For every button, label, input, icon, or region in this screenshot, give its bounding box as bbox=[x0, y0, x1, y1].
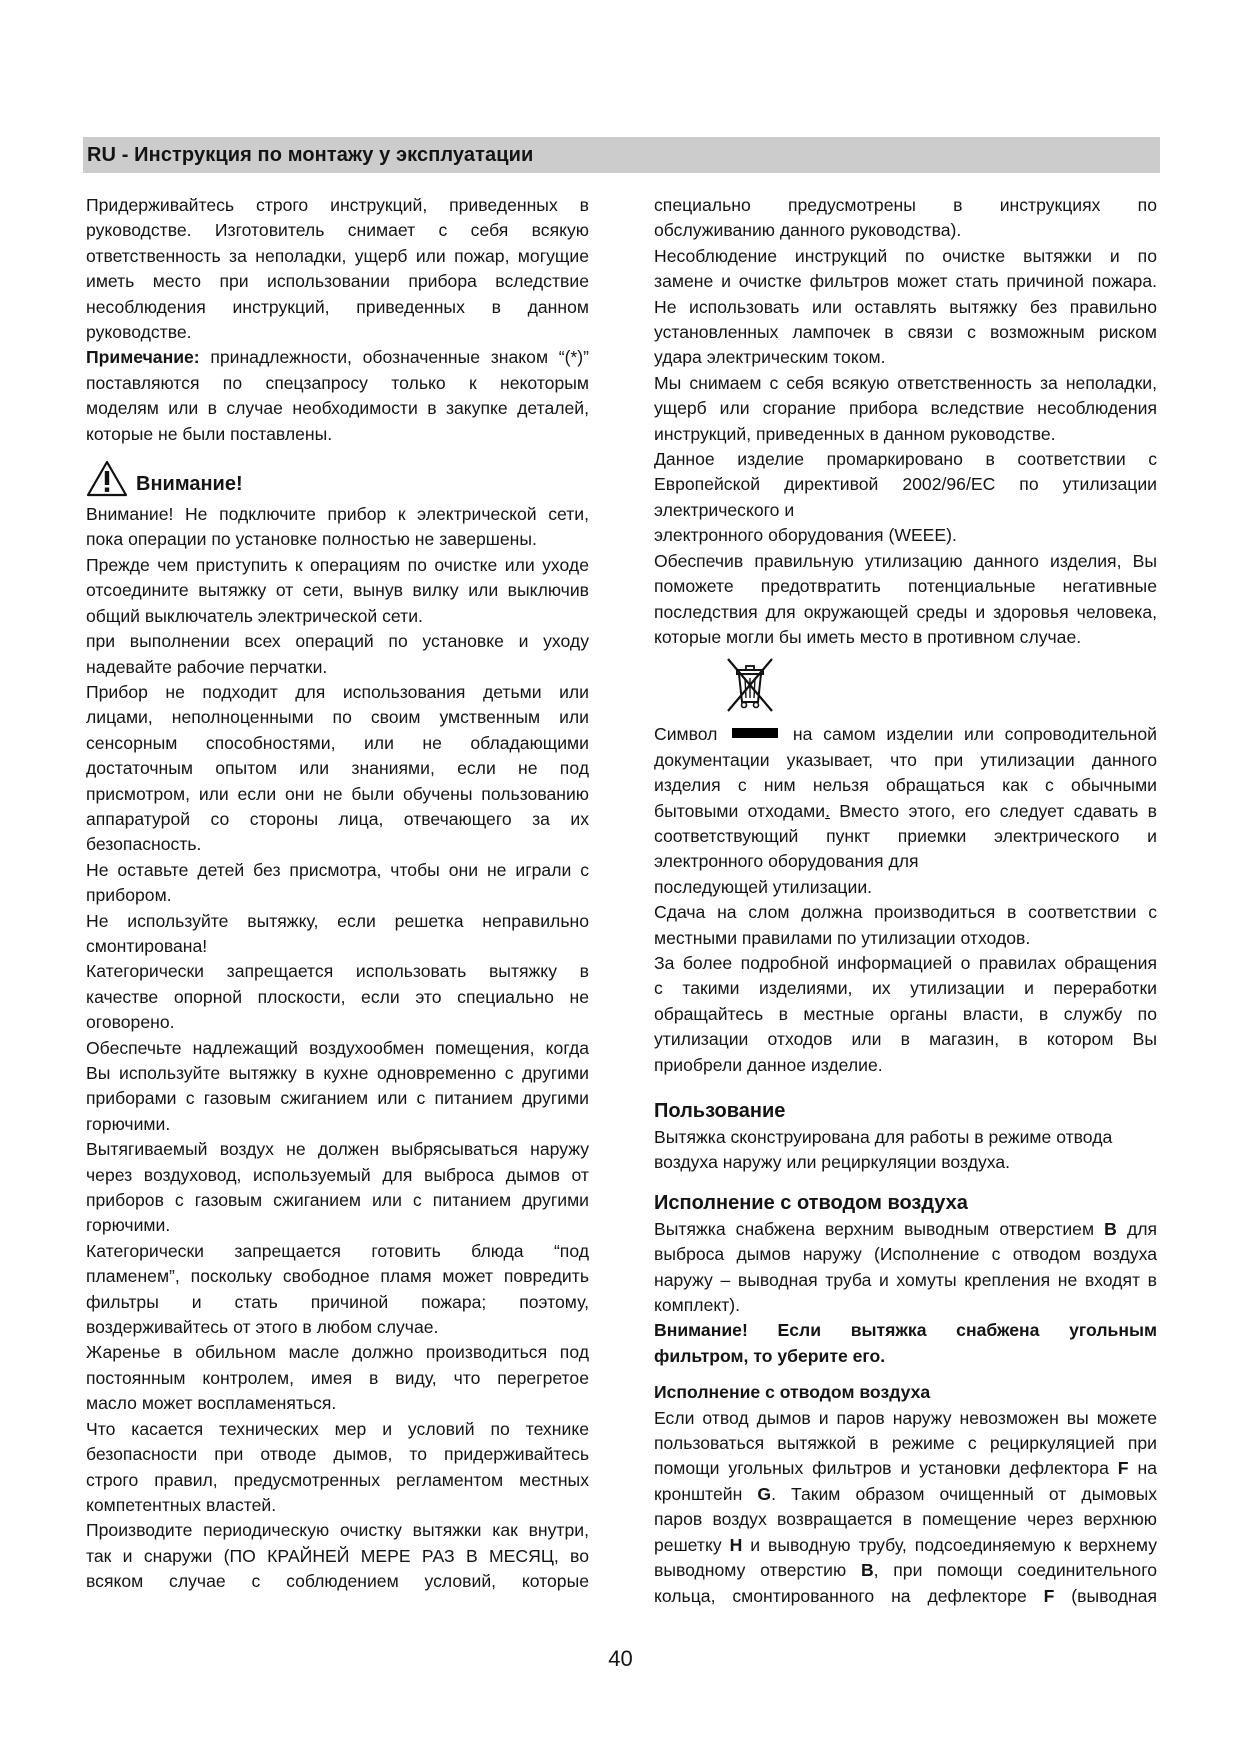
text-line: постоянным контролем, имея в виду, что перегретое bbox=[86, 1367, 589, 1388]
text-line: с такими изделиями, их утилизации и переработки bbox=[654, 978, 1157, 999]
text-span: помощи угольных фильтров и установки дефлектора bbox=[654, 1458, 1109, 1479]
attention-line: Внимание! Если вытяжка снабжена угольным bbox=[654, 1320, 1157, 1341]
text-line: иметь место при использовании прибора вследствие bbox=[86, 271, 589, 292]
text-line: отсоедините вытяжку от сети, вынув вилку или выключив bbox=[86, 580, 589, 601]
usage-heading: Пользование bbox=[654, 1100, 786, 1122]
text-line: руководстве. bbox=[86, 322, 192, 343]
text-line: лицами, неполноценными по своим умственным или bbox=[86, 707, 589, 728]
text-line: паров воздух возвращается в помещение через верхнюю bbox=[654, 1509, 1157, 1530]
intro-paragraph bbox=[86, 193, 589, 345]
text-line: Вытяжка сконструирована для работы в режиме отвода bbox=[654, 1127, 1113, 1147]
text-line bbox=[86, 345, 589, 370]
text-line: достаточным опытом или знаниями, если не под bbox=[86, 758, 589, 779]
text-line: которые не были поставлены. bbox=[86, 423, 333, 444]
section-title: RU - Инструкция по монтажу у эксплуатации bbox=[87, 144, 534, 166]
text-line: строго правил, предусмотренных регламентом местных bbox=[86, 1469, 589, 1490]
warning-triangle-icon bbox=[86, 460, 128, 498]
text-line: общий выключатель электрической сети. bbox=[86, 605, 423, 626]
warning-title: Внимание! bbox=[136, 473, 243, 496]
text-span: выводному отверстию bbox=[654, 1560, 847, 1581]
text-line: Мы снимаем с себя всякую ответственность за неполадки, bbox=[654, 372, 1157, 393]
text-line: Производите периодическую очистку вытяжки как внутри, bbox=[86, 1520, 589, 1541]
text-line: Данное изделие промаркировано в соответствии с bbox=[654, 449, 1157, 470]
symbol-word: Символ bbox=[654, 724, 718, 745]
text-line: поставляются по спецзапросу только к некоторым bbox=[86, 372, 589, 393]
text-line: приобрели данное изделие. bbox=[654, 1054, 883, 1075]
text-line: которые могли бы иметь место в противном случае. bbox=[654, 626, 1082, 647]
text-line: Вытягиваемый воздух не должен выбрясываться наружу bbox=[86, 1139, 589, 1160]
text-line: наружу – выводная труба и хомуты крепления не входят в bbox=[654, 1269, 1157, 1290]
text-line: воздерживайтесь от этого в любом случае. bbox=[86, 1317, 439, 1338]
text-span: , при помощи соединительного bbox=[873, 1560, 1158, 1581]
outlet-letter-b: B bbox=[1104, 1218, 1117, 1239]
text-line bbox=[654, 1217, 1157, 1242]
weee-crossed-bin-icon bbox=[722, 656, 1157, 716]
text-line: масло может воспламеняться. bbox=[86, 1393, 337, 1414]
maintenance-paragraph bbox=[654, 193, 1157, 650]
exhaust-heading: Исполнение с отводом воздуха bbox=[654, 1191, 968, 1214]
text-line: при выполнении всех операций по установке и уходу bbox=[86, 631, 589, 652]
text-line: горючими. bbox=[86, 1215, 171, 1236]
warning-text bbox=[86, 502, 589, 1594]
text-line: электронного оборудования (WEEE). bbox=[654, 525, 957, 546]
outlet-letter-b: B bbox=[860, 1560, 874, 1581]
text-line: специально предусмотрены в инструкциях по bbox=[654, 195, 1157, 215]
text-line: изделия с ним нельзя обращаться как с обычными bbox=[654, 775, 1157, 796]
text-line: комплект). bbox=[654, 1295, 741, 1316]
text-line: местными правилами по утилизации отходов. bbox=[654, 927, 1031, 948]
text-line: приборов с газовым сжиганием или с питанием другими bbox=[86, 1190, 589, 1211]
note-label: Примечание: bbox=[86, 347, 200, 368]
text-line: прибором. bbox=[86, 885, 172, 906]
text-line: горючими. bbox=[86, 1113, 171, 1134]
household-text-rest: Вместо этого, его следует сдавать в bbox=[829, 800, 1157, 821]
text-line: Не используйте вытяжку, если решетка неправильно bbox=[86, 910, 589, 931]
text-span: (выводная bbox=[1071, 1585, 1157, 1606]
text-line: Обеспечьте надлежащий воздухообмен помещения, когда bbox=[86, 1037, 589, 1058]
text-line: обслуживанию данного руководства). bbox=[654, 220, 962, 241]
attention-line: фильтром, то уберите его. bbox=[654, 1345, 886, 1366]
text-line: несоблюдения инструкций, приведенных в данном bbox=[86, 296, 589, 317]
text-line: всяком случае с соблюдением условий, которые bbox=[86, 1571, 589, 1592]
text-line: удара электрическим током. bbox=[654, 347, 886, 368]
symbol-text: на самом изделии или сопроводительной bbox=[792, 724, 1158, 745]
text-line: сенсорным способностями, или не обладающими bbox=[86, 732, 589, 753]
text-line: установленных лампочек в связи с возможным риском bbox=[654, 322, 1157, 343]
text-line: Жаренье в обильном масле должно производиться под bbox=[86, 1342, 589, 1363]
text-span: . Таким образом очищенный от дымовых bbox=[771, 1483, 1158, 1504]
grille-letter-h: H bbox=[729, 1534, 743, 1555]
exhaust-text-end: для bbox=[1126, 1218, 1158, 1239]
text-line: ущерб или сгорание прибора вследствие несоблюдения bbox=[654, 398, 1157, 419]
text-line: инструкций, приведенных в данном руководстве. bbox=[654, 423, 1056, 444]
text-span: и выводную трубу, подсоединяемую к верхнему bbox=[750, 1534, 1157, 1555]
text-line: утилизации отходов или в магазин, в котором Вы bbox=[654, 1029, 1157, 1050]
text-line: пламенем”, поскольку свободное пламя может повредить bbox=[86, 1266, 589, 1287]
recirculation-paragraph bbox=[654, 1406, 1157, 1609]
text-line bbox=[654, 1533, 1157, 1558]
text-line: Придерживайтесь строго инструкций, приведенных в bbox=[86, 195, 589, 215]
deflector-letter-f: F bbox=[1043, 1585, 1055, 1606]
text-line: приборами с газовым сжиганием или с питанием другими bbox=[86, 1088, 589, 1109]
text-line: Если отвод дымов и паров наружу невозможен вы можете bbox=[654, 1407, 1157, 1428]
household-text: бытовыми отходами bbox=[654, 800, 826, 821]
text-line: оговорено. bbox=[86, 1012, 175, 1033]
text-line: Не оставьте детей без присмотра, чтобы они не играли с bbox=[86, 859, 589, 880]
text-line: ответственность за неполадки, ущерб или пожар, могущие bbox=[86, 245, 589, 266]
text-span: решетку bbox=[654, 1534, 722, 1555]
text-line: За более подробной информацией о правилах обращения bbox=[654, 952, 1157, 973]
text-line: компетентных властей. bbox=[86, 1494, 277, 1515]
note-paragraph bbox=[86, 345, 589, 447]
warning-heading bbox=[86, 456, 589, 502]
text-line: моделям или в случае необходимости в закупке деталей, bbox=[86, 398, 589, 419]
text-line: соответствующий пункт приемки электрического и bbox=[654, 825, 1157, 846]
left-column bbox=[86, 193, 589, 1595]
text-line: Прежде чем приступить к операциям по очистке или уходе bbox=[86, 554, 589, 575]
text-line: пока операции по установке полностью не завершены. bbox=[86, 529, 537, 550]
text-line bbox=[654, 722, 1157, 747]
text-line: электрического и bbox=[654, 499, 795, 520]
underlined-dot: . bbox=[825, 800, 830, 821]
text-line: Категорически запрещается готовить блюда “под bbox=[86, 1240, 589, 1261]
disposal-paragraph bbox=[654, 722, 1157, 1078]
weee-bar-symbol-icon bbox=[732, 728, 778, 738]
text-line: обращайтесь в местные органы власти, в службу по bbox=[654, 1003, 1157, 1024]
note-text: принадлежности, обозначенные знаком “(*)” bbox=[210, 347, 589, 368]
section-header-band bbox=[83, 137, 1160, 173]
text-line bbox=[654, 799, 1157, 824]
text-line: Несоблюдение инструкций по очистке вытяжки и по bbox=[654, 245, 1157, 266]
text-line: замене и очистке фильтров может стать причиной пожара. bbox=[654, 271, 1157, 292]
text-line bbox=[654, 1584, 1157, 1609]
text-line: фильтры и стать причиной пожара; поэтому, bbox=[86, 1291, 589, 1312]
text-line: последствия для окружающей среды и здоровья человека, bbox=[654, 601, 1157, 622]
text-line bbox=[654, 1456, 1157, 1481]
text-line: Категорически запрещается использовать вытяжку в bbox=[86, 961, 589, 982]
text-line: безопасность. bbox=[86, 834, 202, 855]
text-line: выброса дымов наружу (Исполнение с отводом воздуха bbox=[654, 1244, 1157, 1265]
text-line: аппаратурой со стороны лица, отвечающего за их bbox=[86, 808, 589, 829]
recirculation-heading: Исполнение с отводом воздуха bbox=[654, 1382, 931, 1403]
page-number: 40 bbox=[608, 1646, 633, 1671]
text-line bbox=[654, 1482, 1157, 1507]
text-line: поможете предотвратить потенциальные негативные bbox=[654, 576, 1157, 597]
text-line: Обеспечив правильную утилизацию данного изделия, Вы bbox=[654, 550, 1157, 571]
text-line: Сдача на слом должна производиться в соответствии с bbox=[654, 902, 1157, 923]
right-column bbox=[654, 193, 1157, 1609]
text-span: на bbox=[1137, 1458, 1157, 1479]
text-line: Вы используйте вытяжку в кухне одновременно с другими bbox=[86, 1063, 589, 1083]
text-line: Не использовать или оставлять вытяжку без правильно bbox=[654, 296, 1157, 317]
text-line: так и снаружи (ПО КРАЙНЕЙ МЕРЕ РАЗ В МЕСЯЦ, во bbox=[86, 1545, 589, 1566]
text-line: безопасности при отводе дымов, то придерживайтесь bbox=[86, 1444, 589, 1465]
text-span: кронштейн bbox=[654, 1483, 743, 1504]
text-line: смонтирована! bbox=[86, 935, 208, 956]
text-line: Прибор не подходит для использования детьми или bbox=[86, 681, 589, 702]
text-line: качестве опорной плоскости, если это специально не bbox=[86, 986, 589, 1007]
text-line: последующей утилизации. bbox=[654, 876, 873, 897]
text-line: воздуха наружу или рециркуляции воздуха. bbox=[654, 1152, 1011, 1173]
text-line: документации указывает, что при утилизации данного bbox=[654, 749, 1157, 770]
deflector-letter-f: F bbox=[1117, 1458, 1129, 1479]
text-line: Что касается технических мер и условий по технике bbox=[86, 1418, 589, 1439]
text-line: Внимание! Не подключите прибор к электрической сети, bbox=[86, 504, 589, 525]
text-line: электронного оборудования для bbox=[654, 851, 919, 872]
text-span: кольца, смонтированного на дефлекторе bbox=[654, 1585, 1027, 1606]
text-line: надевайте рабочие перчатки. bbox=[86, 656, 328, 677]
text-line: руководстве. Изготовитель снимает с себя всякую bbox=[86, 220, 589, 241]
text-line: присмотром, или если они не были обучены пользованию bbox=[86, 783, 589, 804]
bracket-letter-g: G bbox=[757, 1483, 772, 1504]
text-line bbox=[654, 1558, 1157, 1583]
text-line: через воздуховод, используемый для выброса дымов от bbox=[86, 1164, 589, 1185]
text-line: Европейской директивой 2002/96/ЕС по утилизации bbox=[654, 474, 1157, 495]
text-line: пользоваться вытяжкой в режиме с рециркуляцией при bbox=[654, 1433, 1157, 1454]
exhaust-text: Вытяжка снабжена верхним выводным отверстием bbox=[654, 1218, 1095, 1239]
